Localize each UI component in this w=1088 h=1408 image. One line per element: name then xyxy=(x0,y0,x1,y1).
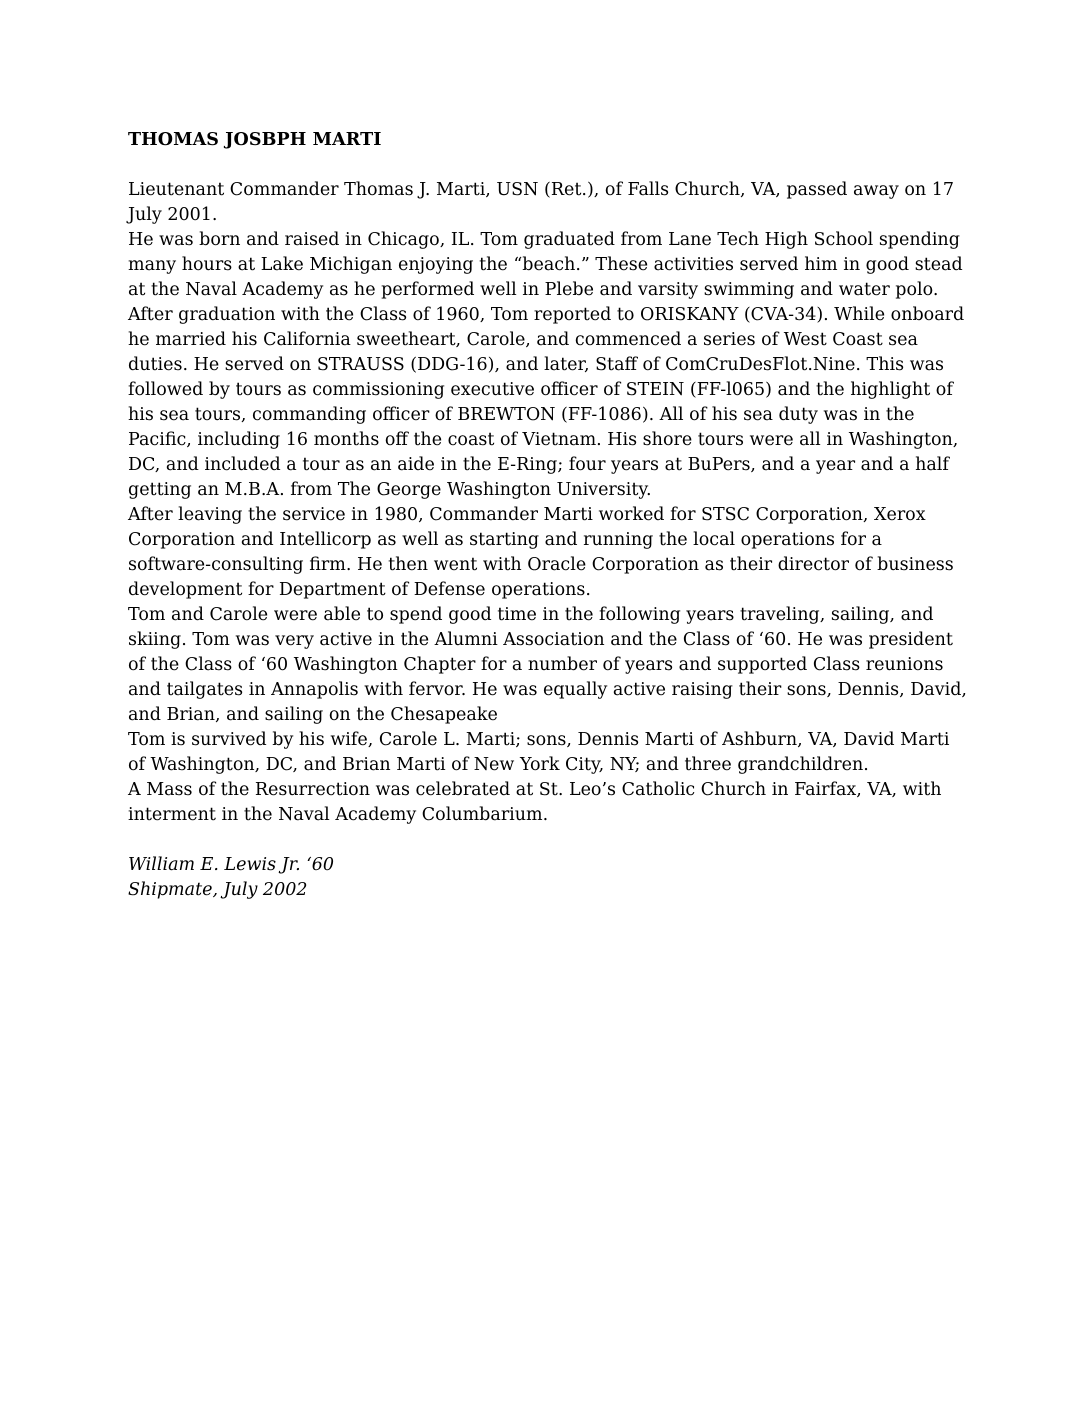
signature-source: Shipmate, July 2002 xyxy=(128,880,308,900)
signature-author: William E. Lewis Jr. ‘60 xyxy=(128,855,335,875)
paragraph-early-life: He was born and raised in Chicago, IL. Tom graduated from Lane Tech High School spending many hours at Lake Michigan enjoying the “beach.” These activities served him in good stead at the Naval Academy as he performed well in Plebe and varsity swimming and water polo. xyxy=(128,230,963,300)
paragraph-naval-career: After graduation with the Class of 1960, Tom reported to ORISKANY (CVA-34). While onboard he married his California sweetheart, Carole, and commenced a series of West Coast sea duties. He served on STRAUSS (DDG-16), and later, Staff of ComCruDesFlot.Nine. This was followed by tours as commissioning executive officer of STEIN (FF-l065) and the highlight of his sea tours, commanding officer of BREWTON (FF-1086). All of his sea duty was in the Pacific, including 16 months off the coast of Vietnam. His shore tours were all in Washington, DC, and included a tour as an aide in the E-Ring; four years at BuPers, and a year and a half getting an M.B.A. from The George Washington University. xyxy=(128,305,965,500)
paragraph-civilian-career: After leaving the service in 1980, Commander Marti worked for STSC Corporation, Xerox Corporation and Intellicorp as well as starting and running the local operations for a software-consulting firm. He then went with Oracle Corporation as their director of business development for Department of Defense operations. xyxy=(128,505,954,600)
paragraph-survivors: Tom is survived by his wife, Carole L. Marti; sons, Dennis Marti of Ashburn, VA, David Marti of Washington, DC, and Brian Marti of New York City, NY; and three grandchildren. xyxy=(128,730,950,775)
obituary-document xyxy=(128,128,968,903)
paragraph-death-notice: Lieutenant Commander Thomas J. Marti, USN (Ret.), of Falls Church, VA, passed away on 17 July 2001. xyxy=(128,180,954,225)
paragraph-later-years: Tom and Carole were able to spend good time in the following years traveling, sailing, and skiing. Tom was very active in the Alumni Association and the Class of ‘60. He was president of the Class of ‘60 Washington Chapter for a number of years and supported Class reunions and tailgates in Annapolis with fervor. He was equally active raising their sons, Dennis, David, and Brian, and sailing on the Chesapeake xyxy=(128,605,967,725)
document-title: THOMAS JOSBPH MARTI xyxy=(128,130,382,150)
signature-block xyxy=(128,853,968,903)
paragraph-memorial-mass: A Mass of the Resurrection was celebrated at St. Leo’s Catholic Church in Fairfax, VA, with interment in the Naval Academy Columbarium. xyxy=(128,780,942,825)
